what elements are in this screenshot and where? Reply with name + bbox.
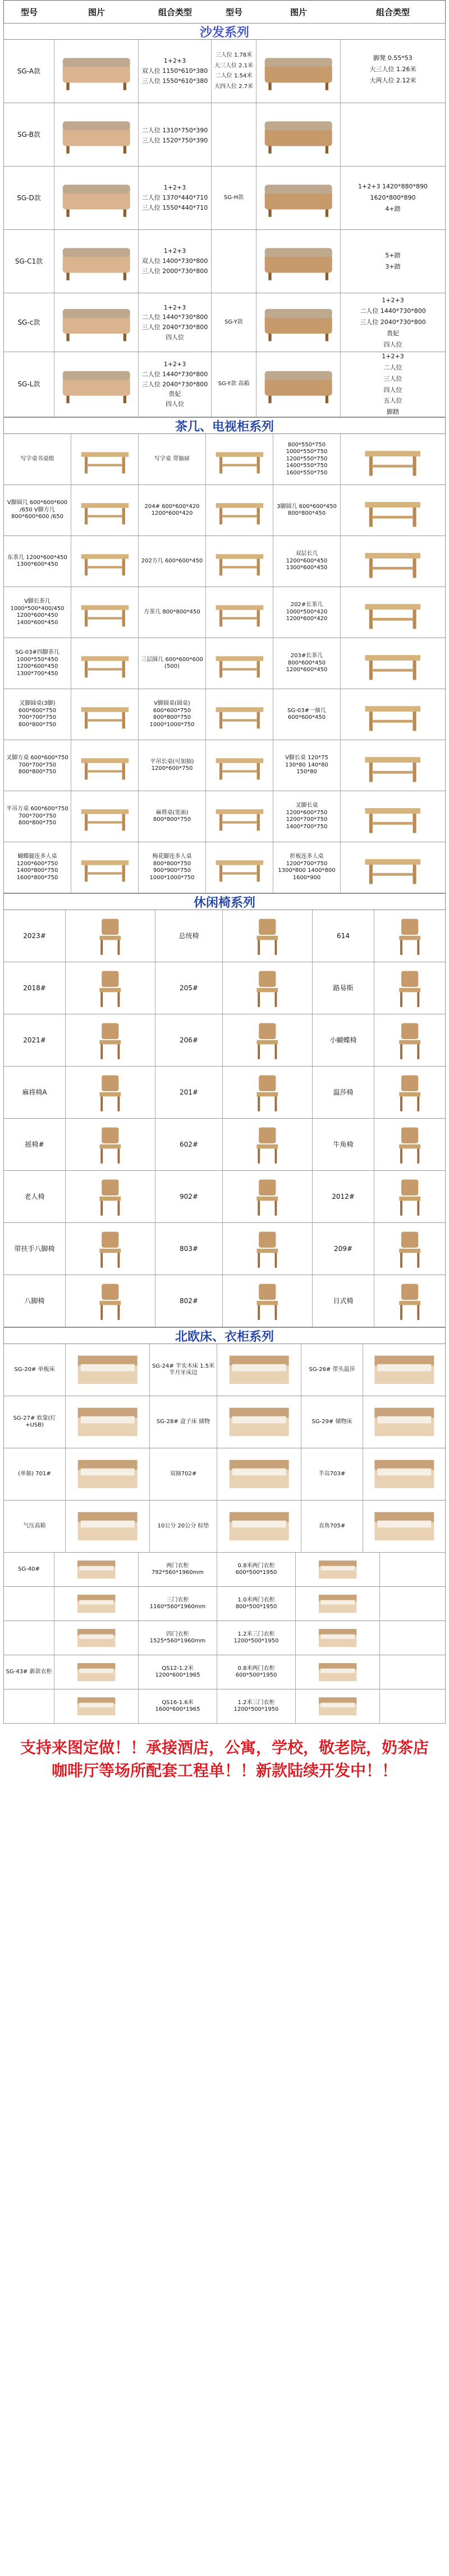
wardrobe-spec-2: 1.2米三门衣柜 1200*500*1950 [217,1689,296,1723]
sofa-row [3,40,446,103]
tea-photo [206,740,273,791]
tea-label: 202#长茶几 1000*500*420 1200*600*420 [273,587,341,638]
chair-photo [223,1119,313,1170]
sofa-section-title: 沙发系列 [3,23,446,40]
chair-name: 摇椅# [4,1119,66,1170]
sofa-model: SG-A款 [4,40,54,103]
wardrobe-spec-2: 1.0米两门衣柜 800*500*1950 [217,1587,296,1621]
leisure-row [3,1275,446,1327]
leisure-section [3,910,446,1327]
tea-label: 202方几 600*600*450 [139,536,206,587]
tea-photo [341,434,445,484]
sofa-photo [54,167,139,229]
combo-line: 4+踏 [385,205,401,213]
chair-photo [66,1067,155,1118]
combo-line: 1+2+3 1420*880*890 [358,183,428,191]
combo-line: 3+踏 [385,263,401,270]
combo-line: 三人位 1550*440*710 [141,204,208,211]
sofa-model-right [212,293,256,352]
sofa-row [3,293,446,352]
wardrobe-model [4,1689,54,1723]
tea-photo [71,434,139,484]
sofa-combo-left [139,293,212,352]
tea-photo [71,791,139,842]
combo-line: 二人位 1440*730*800 [141,313,208,321]
combo-line: 1+2+3 [163,303,186,311]
tea-photo [341,638,445,689]
sofa-combo-right [341,352,445,417]
tea-label: 方茶几 800*800*450 [139,587,206,638]
tea-label: 3脚圆几 600*600*450 800*800*450 [273,485,341,535]
leisure-row [3,910,446,962]
chair-name: 206# [155,1014,223,1066]
chair-name: 温莎椅 [313,1067,374,1118]
tea-label: V脚长桌 120*75 130*80 140*80 150*80 [273,740,341,791]
tea-row [3,740,446,791]
wardrobe-row [3,1655,446,1689]
combo-line: 二人位 1370*440*710 [141,194,208,202]
chair-photo [66,910,155,962]
catalog-sheet [3,0,446,1793]
table-header [3,0,446,23]
bed-label: SG-24# 半实木床 1.5米 半月牙床边 [150,1344,217,1396]
sofa-combo-right [341,230,445,293]
chair-name: 日式椅 [313,1275,374,1327]
combo-line: 四人位 [166,333,184,341]
chair-photo [223,1275,313,1327]
chair-photo [223,910,313,962]
wardrobe-spec-2: 0.8米两门衣柜 600*500*1950 [217,1655,296,1689]
chair-name: 八脚椅 [4,1275,66,1327]
chair-name: 902# [155,1171,223,1222]
leisure-row [3,1119,446,1171]
wardrobe-section [3,1553,446,1724]
tea-row [3,842,446,893]
chair-name: 803# [155,1223,223,1275]
rmodel-line: 大三人位 2.1米 [214,62,254,69]
bed-photo [66,1344,150,1396]
tea-row [3,791,446,842]
bed-photo [66,1448,150,1500]
wardrobe-row [3,1587,446,1621]
combo-line: 四人位 [166,400,184,408]
chair-name: 614 [313,910,374,962]
chair-name: 老人椅 [4,1171,66,1222]
bed-photo [217,1448,301,1500]
wardrobe-spec: 两门衣柜 792*560*1960mm [139,1553,217,1586]
chair-photo [374,1223,445,1275]
sofa-combo-right [341,40,445,103]
chair-name: 802# [155,1275,223,1327]
tea-label: SG-03#四脚茶几 1000*550*450 1200*600*450 1300*700*450 [4,638,71,689]
leisure-row [3,962,446,1014]
sofa-model-right [212,352,256,417]
chair-photo [374,1171,445,1222]
combo-line: 二人位 1310*750*390 [141,127,208,135]
combo-line: 三人位 1520*750*390 [141,137,208,144]
rmodel-line: 三人位 1.78米 [215,52,253,58]
header-model: 型号 [20,7,38,17]
tea-photo [341,740,445,791]
bed-label: 半岛703# [301,1448,363,1500]
combo-line: 三人位 2040*730*800 [141,380,208,388]
bed-photo [217,1396,301,1448]
chair-name: 带扶手八脚椅 [4,1223,66,1275]
chair-name: 小蝴蝶椅 [313,1014,374,1066]
wardrobe-model: SG-43# 新款衣柜 [4,1655,54,1689]
combo-line: 二人位 1440*730*800 [141,370,208,378]
leisure-row [3,1014,446,1067]
tea-photo [71,740,139,791]
bed-photo [66,1501,150,1552]
sofa-combo-left [139,40,212,103]
leisure-row [3,1223,446,1275]
wardrobe-row [3,1621,446,1655]
combo-line: 1+2+3 [163,361,186,368]
leisure-row [3,1171,446,1223]
chair-photo [374,910,445,962]
combo-line: 1+2+3 [382,353,404,361]
chair-photo [374,1067,445,1118]
tea-photo [341,485,445,535]
combo-line: 1+2+3 [382,296,404,304]
tea-photo [71,587,139,638]
sofa-photo-right [256,167,341,229]
tea-label: 三层圆几 600*600*600 (500) [139,638,206,689]
tea-label: 800*550*750 1000*550*750 1200*550*750 1400*550*750 1600*550*750 [273,434,341,484]
sofa-combo-right [341,167,445,229]
sofa-photo [54,40,139,103]
tea-photo [341,791,445,842]
wardrobe-row [3,1553,446,1587]
tea-photo [206,638,273,689]
wardrobe-empty [380,1587,445,1621]
chair-name: 2023# [4,910,66,962]
chair-photo [223,1171,313,1222]
tea-section-title: 茶几、电视柜系列 [3,417,446,434]
rmodel-line: SG-H款 [223,194,244,201]
tea-row [3,638,446,689]
chair-photo [374,962,445,1014]
wardrobe-spec: 三门衣柜 1160*560*1960mm [139,1587,217,1621]
wardrobe-photo [296,1689,380,1723]
bed-label: SG-28# 盒子床 储物 [150,1396,217,1448]
chair-photo [223,962,313,1014]
sofa-photo-right [256,40,341,103]
wardrobe-photo [296,1553,380,1586]
bed-section-title: 北欧床、衣柜系列 [3,1327,446,1344]
bed-section [3,1344,446,1553]
tea-photo [206,842,273,893]
tea-label: 叉脚长桌 1200*600*750 1200*700*750 1400*700*750 [273,791,341,842]
tea-photo [71,485,139,535]
tea-photo [71,638,139,689]
wardrobe-photo [54,1689,139,1723]
sofa-model: SG-C1款 [4,230,54,293]
rmodel-line: 大四人位 2.7米 [214,83,254,90]
chair-photo [374,1119,445,1170]
sofa-photo-right [256,103,341,166]
chair-photo [66,1171,155,1222]
header-type: 组合类型 [158,7,192,17]
bed-label: 直角705# [301,1501,363,1552]
leisure-section-title: 休闲椅系列 [3,893,446,910]
header-image-2: 图片 [290,7,307,17]
chair-photo [223,1067,313,1118]
chair-name: 牛角椅 [313,1119,374,1170]
sofa-model: SG-D款 [4,167,54,229]
tea-row [3,587,446,638]
wardrobe-photo [54,1553,139,1586]
tea-label: 平吊长桌(可加抽) 1200*600*750 [139,740,206,791]
combo-line: 脚凳 0.55*53 [373,54,413,62]
combo-line: 四人位 [383,340,402,348]
tea-photo [341,689,445,740]
wardrobe-spec-2: 0.8米两门衣柜 600*500*1950 [217,1553,296,1586]
sofa-model-right [212,230,256,293]
combo-line: 三人位 2040*730*800 [360,318,426,326]
tea-section [3,434,446,893]
tea-photo [71,689,139,740]
tea-label: 写字桌书桌组 [4,434,71,484]
tea-label: 平吊方桌 600*600*750 700*700*750 800*800*750 [4,791,71,842]
combo-line: 大三人位 1.26米 [369,66,416,73]
wardrobe-empty [380,1553,445,1586]
wardrobe-empty [380,1621,445,1655]
tea-photo [206,434,273,484]
bed-photo [363,1501,445,1552]
wardrobe-photo [296,1587,380,1621]
bed-photo [217,1344,301,1396]
bed-label: SG-20# 单板床 [4,1344,66,1396]
tea-label: 麻将桌(宽面) 800*800*750 [139,791,206,842]
tea-photo [206,689,273,740]
sofa-photo-right [256,352,341,417]
tea-photo [206,587,273,638]
leisure-row [3,1067,446,1119]
combo-line: 1+2+3 [163,184,186,192]
tea-label: 折板连多人桌 1200*700*750 1300*800 1400*800 1600*900 [273,842,341,893]
wardrobe-photo [54,1587,139,1621]
tea-row [3,485,446,536]
combo-line: 1+2+3 [163,247,186,255]
wardrobe-spec-2: 1.2米三门衣柜 1200*500*1950 [217,1621,296,1655]
tea-label: V脚长茶几 1000*500*400/450 1200*600*450 1400*600*450 [4,587,71,638]
combo-line: 二人位 1440*730*800 [360,307,426,315]
wardrobe-spec: 四门衣柜 1525*560*1960mm [139,1621,217,1655]
bed-row [3,1501,446,1553]
sofa-combo-left [139,230,212,293]
combo-line: 1+2+3 [163,57,186,65]
sofa-row [3,230,446,293]
sofa-model-right [212,167,256,229]
sofa-row [3,103,446,167]
tea-label: 蝴蝶腿连多人桌 1200*600*750 1400*800*750 1600*800*750 [4,842,71,893]
combo-line: 双人位 1400*730*800 [141,257,208,265]
chair-photo [66,1223,155,1275]
rmodel-line: 二人位 1.54米 [215,73,253,79]
chair-name: 麻将椅A [4,1067,66,1118]
bed-label: SG-26# 带头温莎 [301,1344,363,1396]
tea-label: 204# 600*600*420 1200*600*420 [139,485,206,535]
tea-label: 叉脚圆桌(3脚) 600*600*750 700*700*750 800*800*750 [4,689,71,740]
sofa-combo-left [139,103,212,166]
combo-line: 5+踏 [385,252,401,260]
chair-photo [223,1014,313,1066]
wardrobe-photo [54,1621,139,1655]
sofa-photo [54,230,139,293]
wardrobe-model [4,1587,54,1621]
bed-label: 10公分 20公分 棕垫 [150,1501,217,1552]
chair-photo [374,1275,445,1327]
combo-line: 三人位 2000*730*800 [141,267,208,275]
bed-label: (单抽) 701# [4,1448,66,1500]
sofa-row [3,167,446,230]
tea-row [3,434,446,485]
combo-line: 二人位 [383,364,402,371]
tea-label: 双层长几 1200*600*450 1300*600*450 [273,536,341,587]
header-model-2: 型号 [225,7,242,17]
bed-row [3,1344,446,1396]
bed-label: SG-27# 软靠(灯+USB) [4,1396,66,1448]
chair-name: 602# [155,1119,223,1170]
chair-photo [374,1014,445,1066]
bed-label: 双抽702# [150,1448,217,1500]
tea-row [3,536,446,587]
combo-line: 脚踏 [387,408,399,416]
wardrobe-empty [380,1655,445,1689]
wardrobe-row [3,1689,446,1724]
tea-label: 梅花脚连多人桌 800*800*750 900*900*750 1000*1000*750 [139,842,206,893]
combo-line: 三人位 2040*730*800 [141,324,208,331]
chair-photo [66,1119,155,1170]
wardrobe-photo [54,1655,139,1689]
tea-label: 东茶几 1200*600*450 1300*600*450 [4,536,71,587]
chair-name: 201# [155,1067,223,1118]
tea-photo [206,485,273,535]
combo-line: 贵妃 [387,329,399,337]
tea-label: SG-03#一抽几 600*600*450 [273,689,341,740]
tea-photo [341,536,445,587]
rmodel-line: SG-Y款 高箱 [218,381,250,387]
tea-label: V脚圆几 600*600*600 /650 V脚方几 800*600*600 /650 [4,485,71,535]
sofa-photo [54,352,139,417]
sofa-section [3,40,446,417]
wardrobe-photo [296,1621,380,1655]
tea-photo [341,842,445,893]
sofa-model: SG-c款 [4,293,54,352]
tea-photo [206,791,273,842]
sofa-photo [54,103,139,166]
combo-line: 大两人位 2.12米 [369,76,416,84]
combo-line: 四人位 [383,386,402,394]
sofa-photo [54,293,139,352]
tea-label: 203#长茶几 800*600*450 1200*600*450 [273,638,341,689]
chair-photo [66,962,155,1014]
tea-label: 叉脚方桌 600*600*750 700*700*750 800*800*750 [4,740,71,791]
chair-photo [66,1014,155,1066]
wardrobe-spec: QS16-1.6米 1600*600*1965 [139,1689,217,1723]
combo-line: 双人位 1150*610*380 [141,67,208,75]
sofa-combo-right [341,293,445,352]
tea-label: V脚圆桌(圆桌) 600*600*750 800*800*750 1000*1000*750 [139,689,206,740]
wardrobe-spec: QS12-1.2米 1200*600*1965 [139,1655,217,1689]
bed-row [3,1448,446,1501]
sofa-combo-left [139,352,212,417]
combo-line: 三人位 1550*610*380 [141,77,208,85]
bed-label: SG-29# 储物床 [301,1396,363,1448]
chair-name: 总统椅 [155,910,223,962]
combo-line: 五人位 [383,397,402,405]
bed-label: 气压高箱 [4,1501,66,1552]
sofa-model-right [212,103,256,166]
bed-row [3,1396,446,1448]
footer-note: 支持来图定做！！承接酒店，公寓，学校，敬老院，奶茶店咖啡厅等场所配套工程单！！新款陆续开发中！！ [20,1738,429,1780]
chair-photo [223,1223,313,1275]
bed-photo [66,1396,150,1448]
sofa-combo-right [341,103,445,166]
wardrobe-photo [296,1655,380,1689]
sofa-model: SG-L款 [4,352,54,417]
sofa-model: SG-B款 [4,103,54,166]
chair-name: 2018# [4,962,66,1014]
wardrobe-model: SG-40# [4,1553,54,1586]
bed-photo [363,1344,445,1396]
bed-photo [217,1501,301,1552]
tea-photo [341,587,445,638]
wardrobe-model [4,1621,54,1655]
sofa-photo-right [256,230,341,293]
tea-photo [71,536,139,587]
bed-photo [363,1396,445,1448]
tea-photo [71,842,139,893]
tea-label: 写字桌 带抽屉 [139,434,206,484]
chair-photo [66,1275,155,1327]
chair-name: 205# [155,962,223,1014]
wardrobe-empty [380,1689,445,1723]
header-type-2: 组合类型 [375,7,410,17]
header-image: 图片 [88,7,105,17]
combo-line: 三人位 [383,375,402,382]
tea-photo [206,536,273,587]
combo-line: 1620*800*890 [370,194,416,202]
chair-name: 209# [313,1223,374,1275]
sofa-row [3,352,446,417]
sofa-combo-left [139,167,212,229]
chair-name: 2012# [313,1171,374,1222]
chair-name: 2021# [4,1014,66,1066]
bed-photo [363,1448,445,1500]
rmodel-line: SG-Y款 [224,318,243,325]
chair-name: 路易斯 [313,962,374,1014]
tea-row [3,689,446,740]
sofa-photo-right [256,293,341,352]
combo-line: 贵妃 [168,390,181,398]
sofa-model-right [212,40,256,103]
